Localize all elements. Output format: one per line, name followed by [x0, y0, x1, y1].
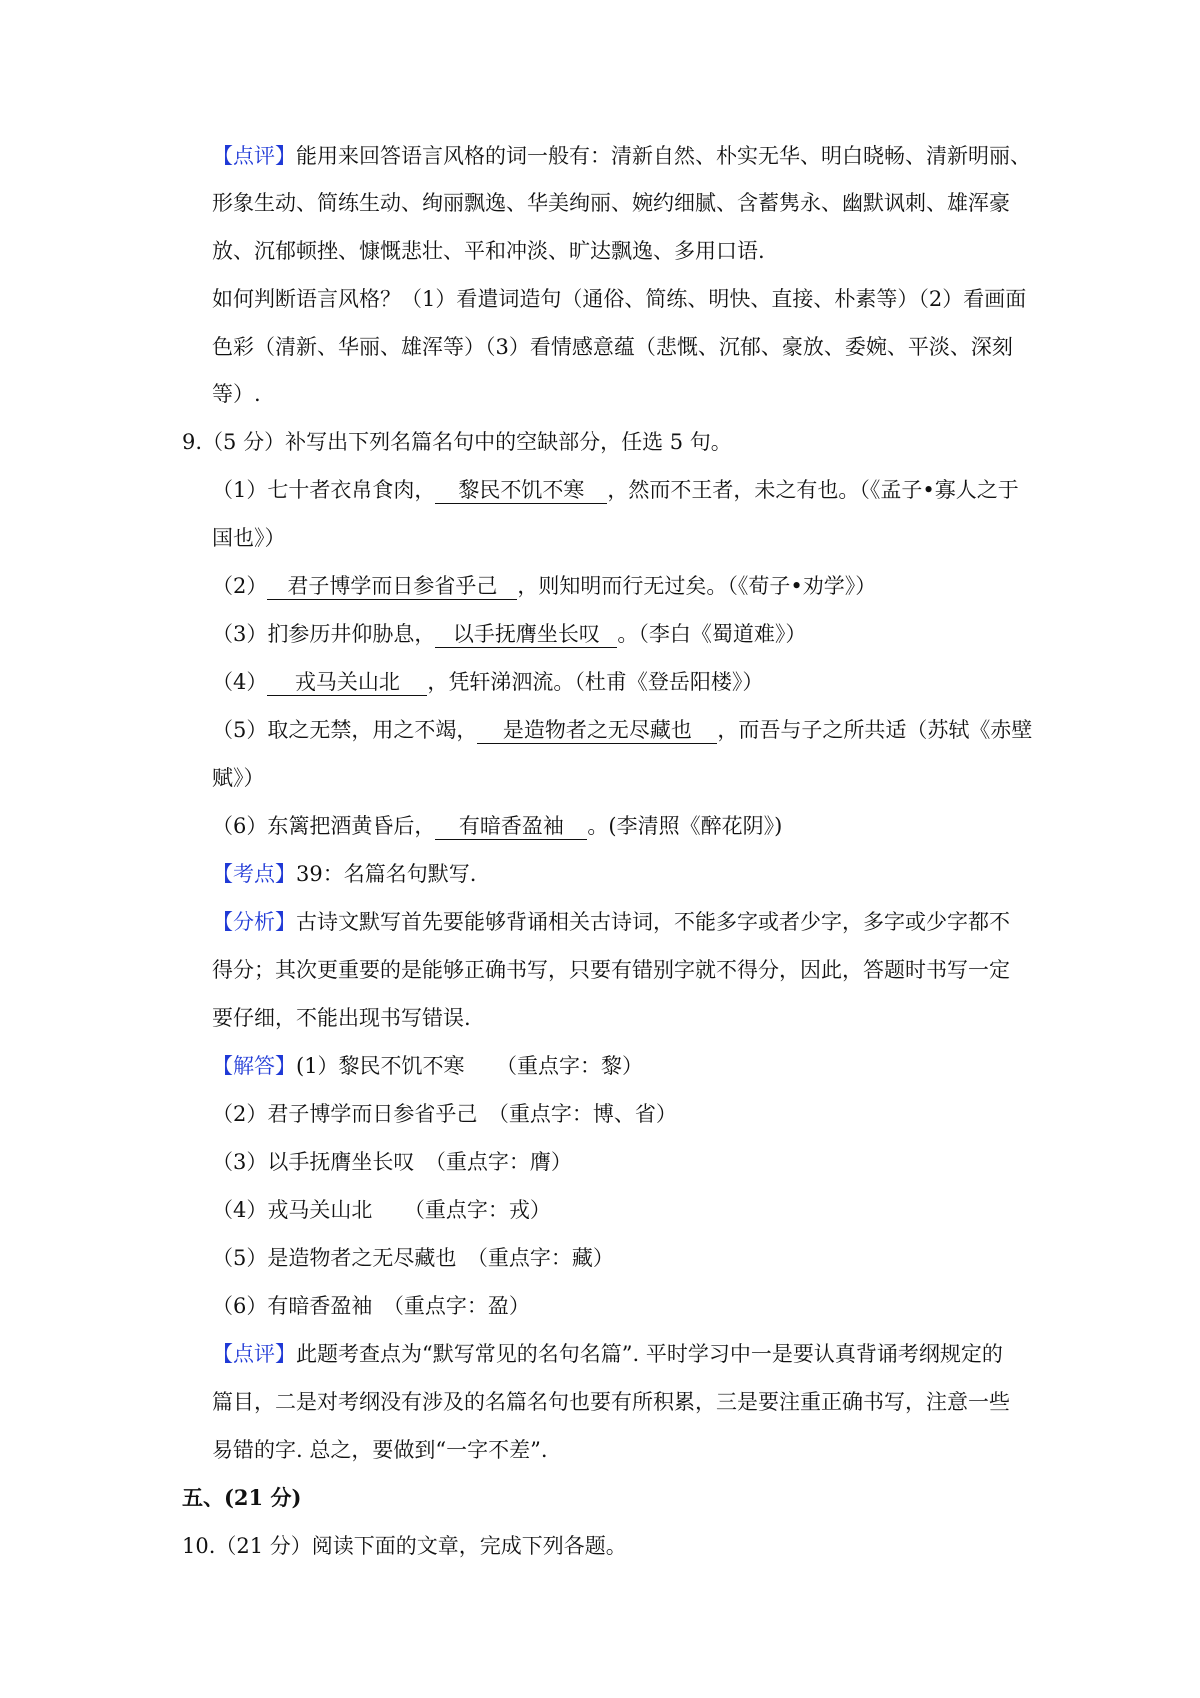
text-line: 放、沉郁顿挫、慷慨悲壮、平和冲淡、旷达飘逸、多用口语.	[212, 239, 765, 263]
text-line: （6）有暗香盈袖 （重点字：盈）	[212, 1294, 530, 1318]
comment-tag: 【点评】	[212, 1342, 296, 1366]
text-line: （5）是造物者之无尽藏也 （重点字：藏）	[212, 1246, 614, 1270]
text-line: 国也》）	[212, 526, 286, 550]
answer-blank: 君子博学而日参省乎己	[267, 573, 517, 600]
answer-tag: 【解答】	[212, 1054, 296, 1078]
question-10-stem: 10.（21 分）阅读下面的文章，完成下列各题。	[182, 1534, 627, 1558]
text-line: 能用来回答语言风格的词一般有：清新自然、朴实无华、明白晓畅、清新明丽、	[296, 144, 1031, 168]
answer-blank: 戎马关山北	[267, 669, 427, 696]
answer-paragraph: 【解答】(1）黎民不饥不寒 （重点字：黎）	[212, 1054, 644, 1078]
comment-paragraph-1	[212, 142, 1031, 170]
text-line: 易错的字. 总之，要做到“一字不差”.	[212, 1438, 548, 1462]
question-9-stem: 9.（5 分）补写出下列名篇名句中的空缺部分，任选 5 句。	[182, 430, 732, 454]
text-line: 要仔细，不能出现书写错误.	[212, 1006, 471, 1030]
text-line: 得分；其次更重要的是能够正确书写，只要有错别字就不得分，因此，答题时书写一定	[212, 958, 1010, 982]
analysis-tag: 【分析】	[212, 910, 296, 934]
knowledge-tag: 【考点】	[212, 862, 296, 886]
text-line: 赋》）	[212, 766, 265, 790]
answer-blank: 是造物者之无尽藏也	[477, 717, 717, 744]
text-line: （3）以手抚膺坐长叹 （重点字：膺）	[212, 1150, 572, 1174]
text-line: 如何判断语言风格？（1）看遣词造句（通俗、简练、明快、直接、朴素等）（2）看画面	[212, 287, 1027, 311]
q9-item-4: （4） 戎马关山北 ，凭轩涕泗流。（杜甫《登岳阳楼》）	[212, 670, 764, 694]
q9-item-5: （5）取之无禁，用之不竭， 是造物者之无尽藏也 ，而吾与子之所共适（苏轼《赤壁	[212, 718, 1033, 742]
text-line: 色彩（清新、华丽、雄浑等）（3）看情感意蕴（悲慨、沉郁、豪放、委婉、平淡、深刻	[212, 335, 1013, 359]
comment-tag: 【点评】	[212, 144, 296, 168]
knowledge-point: 【考点】39：名篇名句默写.	[212, 862, 477, 886]
text-line: （2）君子博学而日参省乎己 （重点字：博、省）	[212, 1102, 677, 1126]
comment-paragraph-2: 【点评】此题考查点为“默写常见的名句名篇”. 平时学习中一是要认真背诵考纲规定的	[212, 1342, 1003, 1366]
text-line: 篇目，二是对考纲没有涉及的名篇名句也要有所积累，三是要注重正确书写，注意一些	[212, 1390, 1010, 1414]
q9-item-3: （3）扪参历井仰胁息， 以手抚膺坐长叹 。（李白《蜀道难》）	[212, 622, 807, 646]
q9-item-2: （2） 君子博学而日参省乎己 ，则知明而行无过矣。（《荀子•劝学》）	[212, 574, 877, 598]
q9-item-1: （1）七十者衣帛食肉， 黎民不饥不寒 ，然而不王者，未之有也。（《孟子•寡人之于	[212, 478, 1019, 502]
q9-item-6: （6）东篱把酒黄昏后， 有暗香盈袖 。(李清照《醉花阴》)	[212, 814, 783, 838]
analysis-paragraph: 【分析】古诗文默写首先要能够背诵相关古诗词，不能多字或者少字，多字或少字都不	[212, 910, 1010, 934]
text-line: 形象生动、简练生动、绚丽飘逸、华美绚丽、婉约细腻、含蓄隽永、幽默讽刺、雄浑豪	[212, 191, 1010, 215]
answer-blank: 有暗香盈袖	[435, 813, 587, 840]
text-line: （4）戎马关山北 （重点字：戎）	[212, 1198, 551, 1222]
answer-blank: 以手抚膺坐长叹	[435, 621, 617, 648]
answer-blank: 黎民不饥不寒	[435, 477, 607, 504]
section-heading: 五、(21 分)	[182, 1485, 302, 1510]
text-line: 等）.	[212, 382, 261, 406]
